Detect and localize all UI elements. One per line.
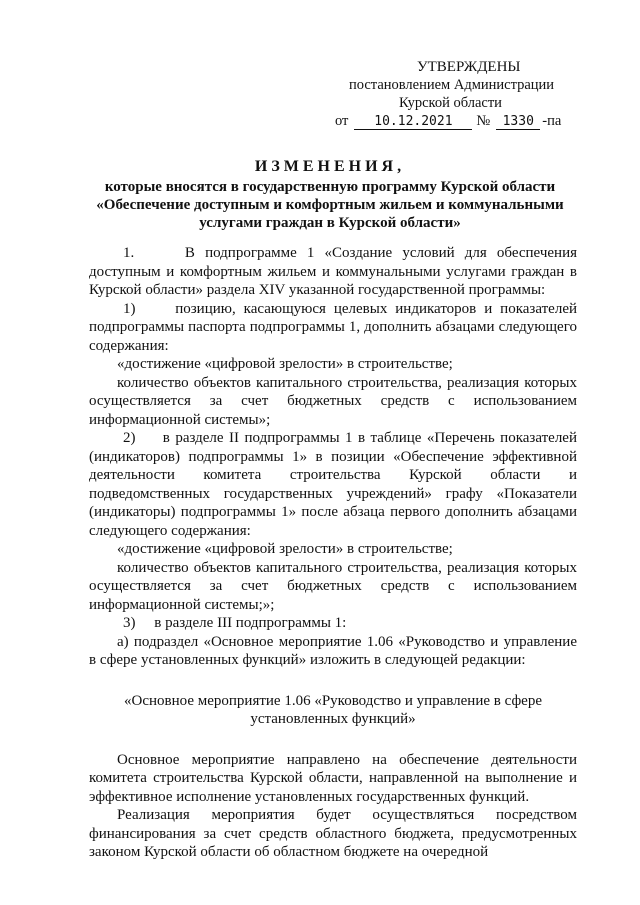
paragraph-quote-1: «достижение «цифровой зрелости» в строительстве; (117, 356, 453, 372)
from-label: от (335, 113, 349, 129)
title-heading: ИЗМЕНЕНИЯ, (254, 158, 406, 175)
paragraph-quote-2: количество объектов капитального строительства, реализация которых осуществляется за счет бюджетных средств с использованием информационной системы»; (89, 374, 577, 428)
approval-line-decree: постановлением Администрации (349, 77, 555, 93)
title-line-2: «Обеспечение доступным и комфортным жильем и коммунальными (96, 197, 564, 213)
document-title (80, 158, 580, 232)
paragraph-item-1: 1) позицию, касающуюся целевых индикаторов и показателей подпрограммы паспорта подпрограммы 1, дополнить абзацами следующего содержания: (89, 300, 581, 354)
paragraph-item-3: 3) в разделе III подпрограммы 1: (123, 615, 347, 631)
number-suffix: -па (542, 113, 562, 129)
closing-paragraph-1: Основное мероприятие направлено на обеспечение деятельности комитета строительства Курской области, направленной на выполнение и эффективное исполнение установленных государственных функций. (89, 751, 577, 805)
approval-heading: УТВЕРЖДЕНЫ (417, 59, 521, 75)
paragraph-quote-3: «достижение «цифровой зрелости» в строительстве; (117, 541, 453, 557)
paragraph-quote-4: количество объектов капитального строительства, реализация которых осуществляется за счет бюджетных средств с использованием информационной системы;»; (89, 559, 577, 613)
document-body (89, 244, 581, 862)
approval-line-region: Курской области (399, 95, 502, 111)
paragraph-1: 1. В подпрограмме 1 «Создание условий для обеспечения доступным и комфортным жильем и коммунальными услугами граждан в Курской области» раздела XIV указанной государственной программы: (89, 245, 581, 298)
subheading-line-2: установленных функций» (250, 711, 416, 727)
approval-date: 10.12.2021 (354, 115, 472, 130)
approval-number: 1330 (496, 115, 540, 130)
title-line-3: услугами граждан в Курской области» (199, 215, 461, 231)
approval-date-number (335, 112, 585, 130)
approval-stamp (335, 58, 585, 130)
paragraph-item-2: 2) в разделе II подпрограммы 1 в таблице «Перечень показателей (индикаторов) подпрограммы 1» в позиции «Обеспечение эффективной деятельности комитета строительства Курской области и подведомственных государственных учреждений» графу «Показатели (индикаторы) подпрограммы 1» после абзаца первого дополнить абзацами следующего содержания: (89, 430, 581, 539)
number-sign: № (476, 113, 491, 129)
paragraph-subitem-a: а) подраздел «Основное мероприятие 1.06 «Руководство и управление в сфере установленных функций» изложить в следующей редакции: (89, 633, 577, 668)
title-line-1: которые вносятся в государственную программу Курской области (104, 179, 556, 195)
subheading-line-1: «Основное мероприятие 1.06 «Руководство и управление в сфере (124, 692, 542, 709)
closing-paragraph-2: Реализация мероприятия будет осуществляться посредством финансирования за счет средств областного бюджета, предусмотренных законом Курской области об областном бюджете на очередной (89, 807, 577, 860)
